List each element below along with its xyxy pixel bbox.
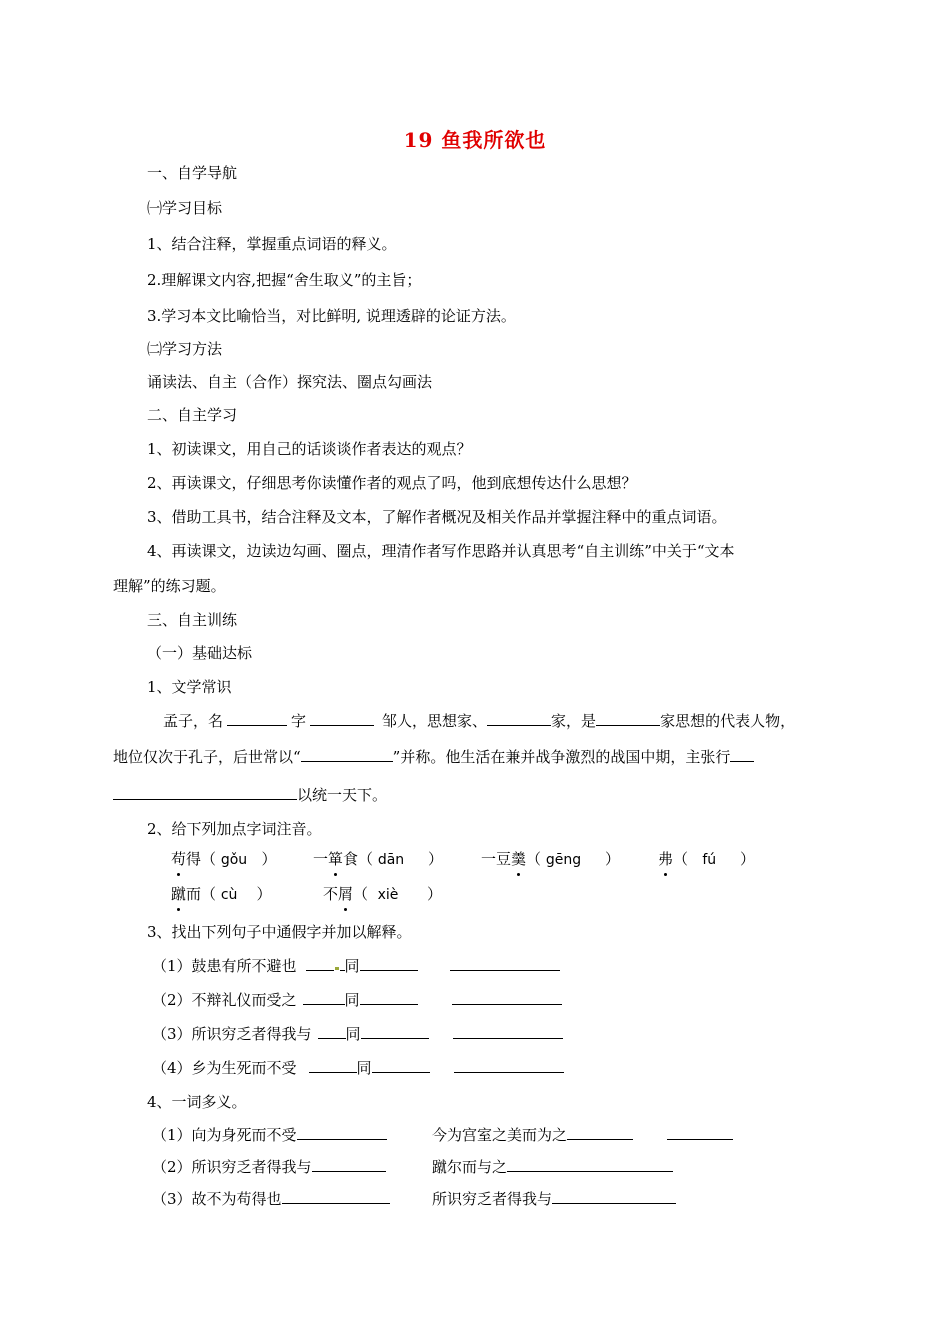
blank-polysemy[interactable] bbox=[667, 1125, 733, 1140]
pinyin-item: 不屑（ xiè ） bbox=[323, 885, 443, 903]
subsection-basic: （一）基础达标 bbox=[147, 644, 253, 662]
blank-tongjia-explain[interactable] bbox=[450, 956, 560, 971]
blank-courtesy-name[interactable] bbox=[310, 711, 374, 726]
blank-policy-start[interactable] bbox=[730, 747, 754, 762]
literature-text: 地位仅次于孔子，后世常以“ bbox=[113, 748, 301, 766]
methods-text: 诵读法、自主（合作）探究法、圈点勾画法 bbox=[147, 373, 433, 391]
stray-mark bbox=[335, 967, 339, 970]
blank-tongjia-explain[interactable] bbox=[453, 1024, 563, 1039]
polysemy-item: 所识穷乏者得我与 bbox=[432, 1188, 676, 1210]
pinyin-heading: 2、给下列加点字词注音。 bbox=[147, 820, 322, 838]
blank-policy[interactable] bbox=[113, 785, 297, 800]
dotted-character: 屑 bbox=[338, 885, 354, 903]
pinyin-answer: dān bbox=[377, 852, 405, 868]
dotted-character: 箪 bbox=[328, 850, 344, 868]
blank-tongjia-explain[interactable] bbox=[452, 990, 562, 1005]
blank-tongjia-orig[interactable] bbox=[360, 956, 418, 971]
polysemy-item: 今为宫室之美而为之 bbox=[432, 1124, 733, 1146]
tongjia-item: （3）所识穷乏者得我与 同 bbox=[152, 1023, 563, 1045]
literature-text: ”并称。他生活在兼并战争激烈的战国中期，主张行 bbox=[392, 748, 731, 766]
blank-polysemy[interactable] bbox=[297, 1125, 387, 1140]
blank-tongjia-char[interactable] bbox=[306, 956, 334, 971]
dotted-character: 羹 bbox=[511, 850, 527, 868]
dotted-character: 苟 bbox=[171, 850, 187, 868]
literature-text: 邹人，思想家、 bbox=[382, 712, 488, 730]
blank-tongjia-char[interactable] bbox=[303, 990, 345, 1005]
blank-name[interactable] bbox=[227, 711, 287, 726]
methods-heading: ㈡学习方法 bbox=[147, 340, 223, 358]
blank-polysemy[interactable] bbox=[312, 1157, 386, 1172]
section1-heading: 一、自学导航 bbox=[147, 164, 238, 182]
literature-text: 家，是 bbox=[551, 712, 597, 730]
pinyin-answer: gēng bbox=[545, 852, 582, 868]
blank-tongjia-orig[interactable] bbox=[360, 990, 418, 1005]
literature-text: 字 bbox=[291, 712, 307, 730]
goals-heading: ㈠学习目标 bbox=[147, 199, 223, 217]
literature-text: 家思想的代表人物， bbox=[660, 712, 796, 730]
tongjia-item: （4）乡为生死而不受 同 bbox=[152, 1057, 564, 1079]
blank-polysemy[interactable] bbox=[507, 1157, 673, 1172]
tongjia-item: （2）不辩礼仪而受之 同 bbox=[152, 989, 562, 1011]
study-question-1: 1、初读课文，用自己的话谈谈作者表达的观点？ bbox=[147, 440, 472, 458]
blank-school-2[interactable] bbox=[596, 711, 660, 726]
polysemy-item: （3）故不为苟得也 bbox=[152, 1188, 390, 1210]
pinyin-item: 一箪食（ dān ） bbox=[313, 850, 444, 868]
section2-heading: 二、自主学习 bbox=[147, 406, 238, 424]
blank-tongjia-orig[interactable] bbox=[361, 1024, 429, 1039]
section3-heading: 三、自主训练 bbox=[147, 611, 238, 629]
literature-line-1 bbox=[163, 710, 795, 732]
literature-heading: 1、文学常识 bbox=[147, 678, 232, 696]
literature-text: 孟子，名 bbox=[163, 712, 224, 730]
dotted-character: 弗 bbox=[658, 850, 674, 868]
dotted-character: 蹴 bbox=[171, 885, 187, 903]
pinyin-item: 苟得（ gǒu ） bbox=[171, 850, 277, 868]
study-question-3: 3、借助工具书，结合注释及文本，了解作者概况及相关作品并掌握注释中的重点词语。 bbox=[147, 508, 727, 526]
study-question-4: 4、再读课文，边读边勾画、圈点，理清作者写作思路并认真思考“自主训练”中关于“文本 bbox=[147, 542, 735, 560]
polysemy-item: 蹴尔而与之 bbox=[432, 1156, 673, 1178]
page-title: 19 鱼我所欲也 bbox=[403, 128, 547, 152]
blank-tongjia-char[interactable] bbox=[309, 1058, 357, 1073]
tongjia-heading: 3、找出下列句子中通假字并加以解释。 bbox=[147, 923, 412, 941]
goal-1: 1、结合注释，掌握重点词语的释义。 bbox=[147, 235, 397, 253]
pinyin-answer: gǒu bbox=[220, 852, 248, 868]
pinyin-item: 弗（ fú ） bbox=[658, 850, 756, 868]
blank-polysemy[interactable] bbox=[567, 1125, 633, 1140]
pinyin-answer: xiè bbox=[377, 887, 399, 903]
study-question-4-cont: 理解”的练习题。 bbox=[113, 577, 226, 595]
literature-line-2 bbox=[113, 746, 754, 768]
polysemy-heading: 4、一词多义。 bbox=[147, 1093, 247, 1111]
literature-text: 以统一天下。 bbox=[297, 786, 388, 804]
blank-tongjia-char[interactable] bbox=[318, 1024, 346, 1039]
goal-3: 3.学习本文比喻恰当，对比鲜明, 说理透辟的论证方法。 bbox=[147, 307, 516, 325]
tongjia-item: （1）鼓患有所不避也 同 bbox=[152, 955, 560, 977]
pinyin-answer: fú bbox=[702, 852, 717, 868]
blank-polysemy[interactable] bbox=[282, 1189, 390, 1204]
blank-paired-name[interactable] bbox=[301, 747, 393, 762]
blank-polysemy[interactable] bbox=[552, 1189, 676, 1204]
goal-2: 2.理解课文内容,把握“舍生取义”的主旨； bbox=[147, 271, 422, 289]
pinyin-answer: cù bbox=[220, 887, 238, 903]
study-question-2: 2、再读课文，仔细思考你读懂作者的观点了吗，他到底想传达什么思想？ bbox=[147, 474, 637, 492]
blank-school[interactable] bbox=[487, 711, 551, 726]
blank-tongjia-orig[interactable] bbox=[372, 1058, 430, 1073]
pinyin-item: 蹴而（ cù ） bbox=[171, 885, 272, 903]
pinyin-item: 一豆羹（ gēng ） bbox=[481, 850, 620, 868]
polysemy-item: （1）向为身死而不受 bbox=[152, 1124, 387, 1146]
literature-line-3 bbox=[113, 784, 387, 806]
blank-tongjia-explain[interactable] bbox=[454, 1058, 564, 1073]
polysemy-item: （2）所识穷乏者得我与 bbox=[152, 1156, 386, 1178]
